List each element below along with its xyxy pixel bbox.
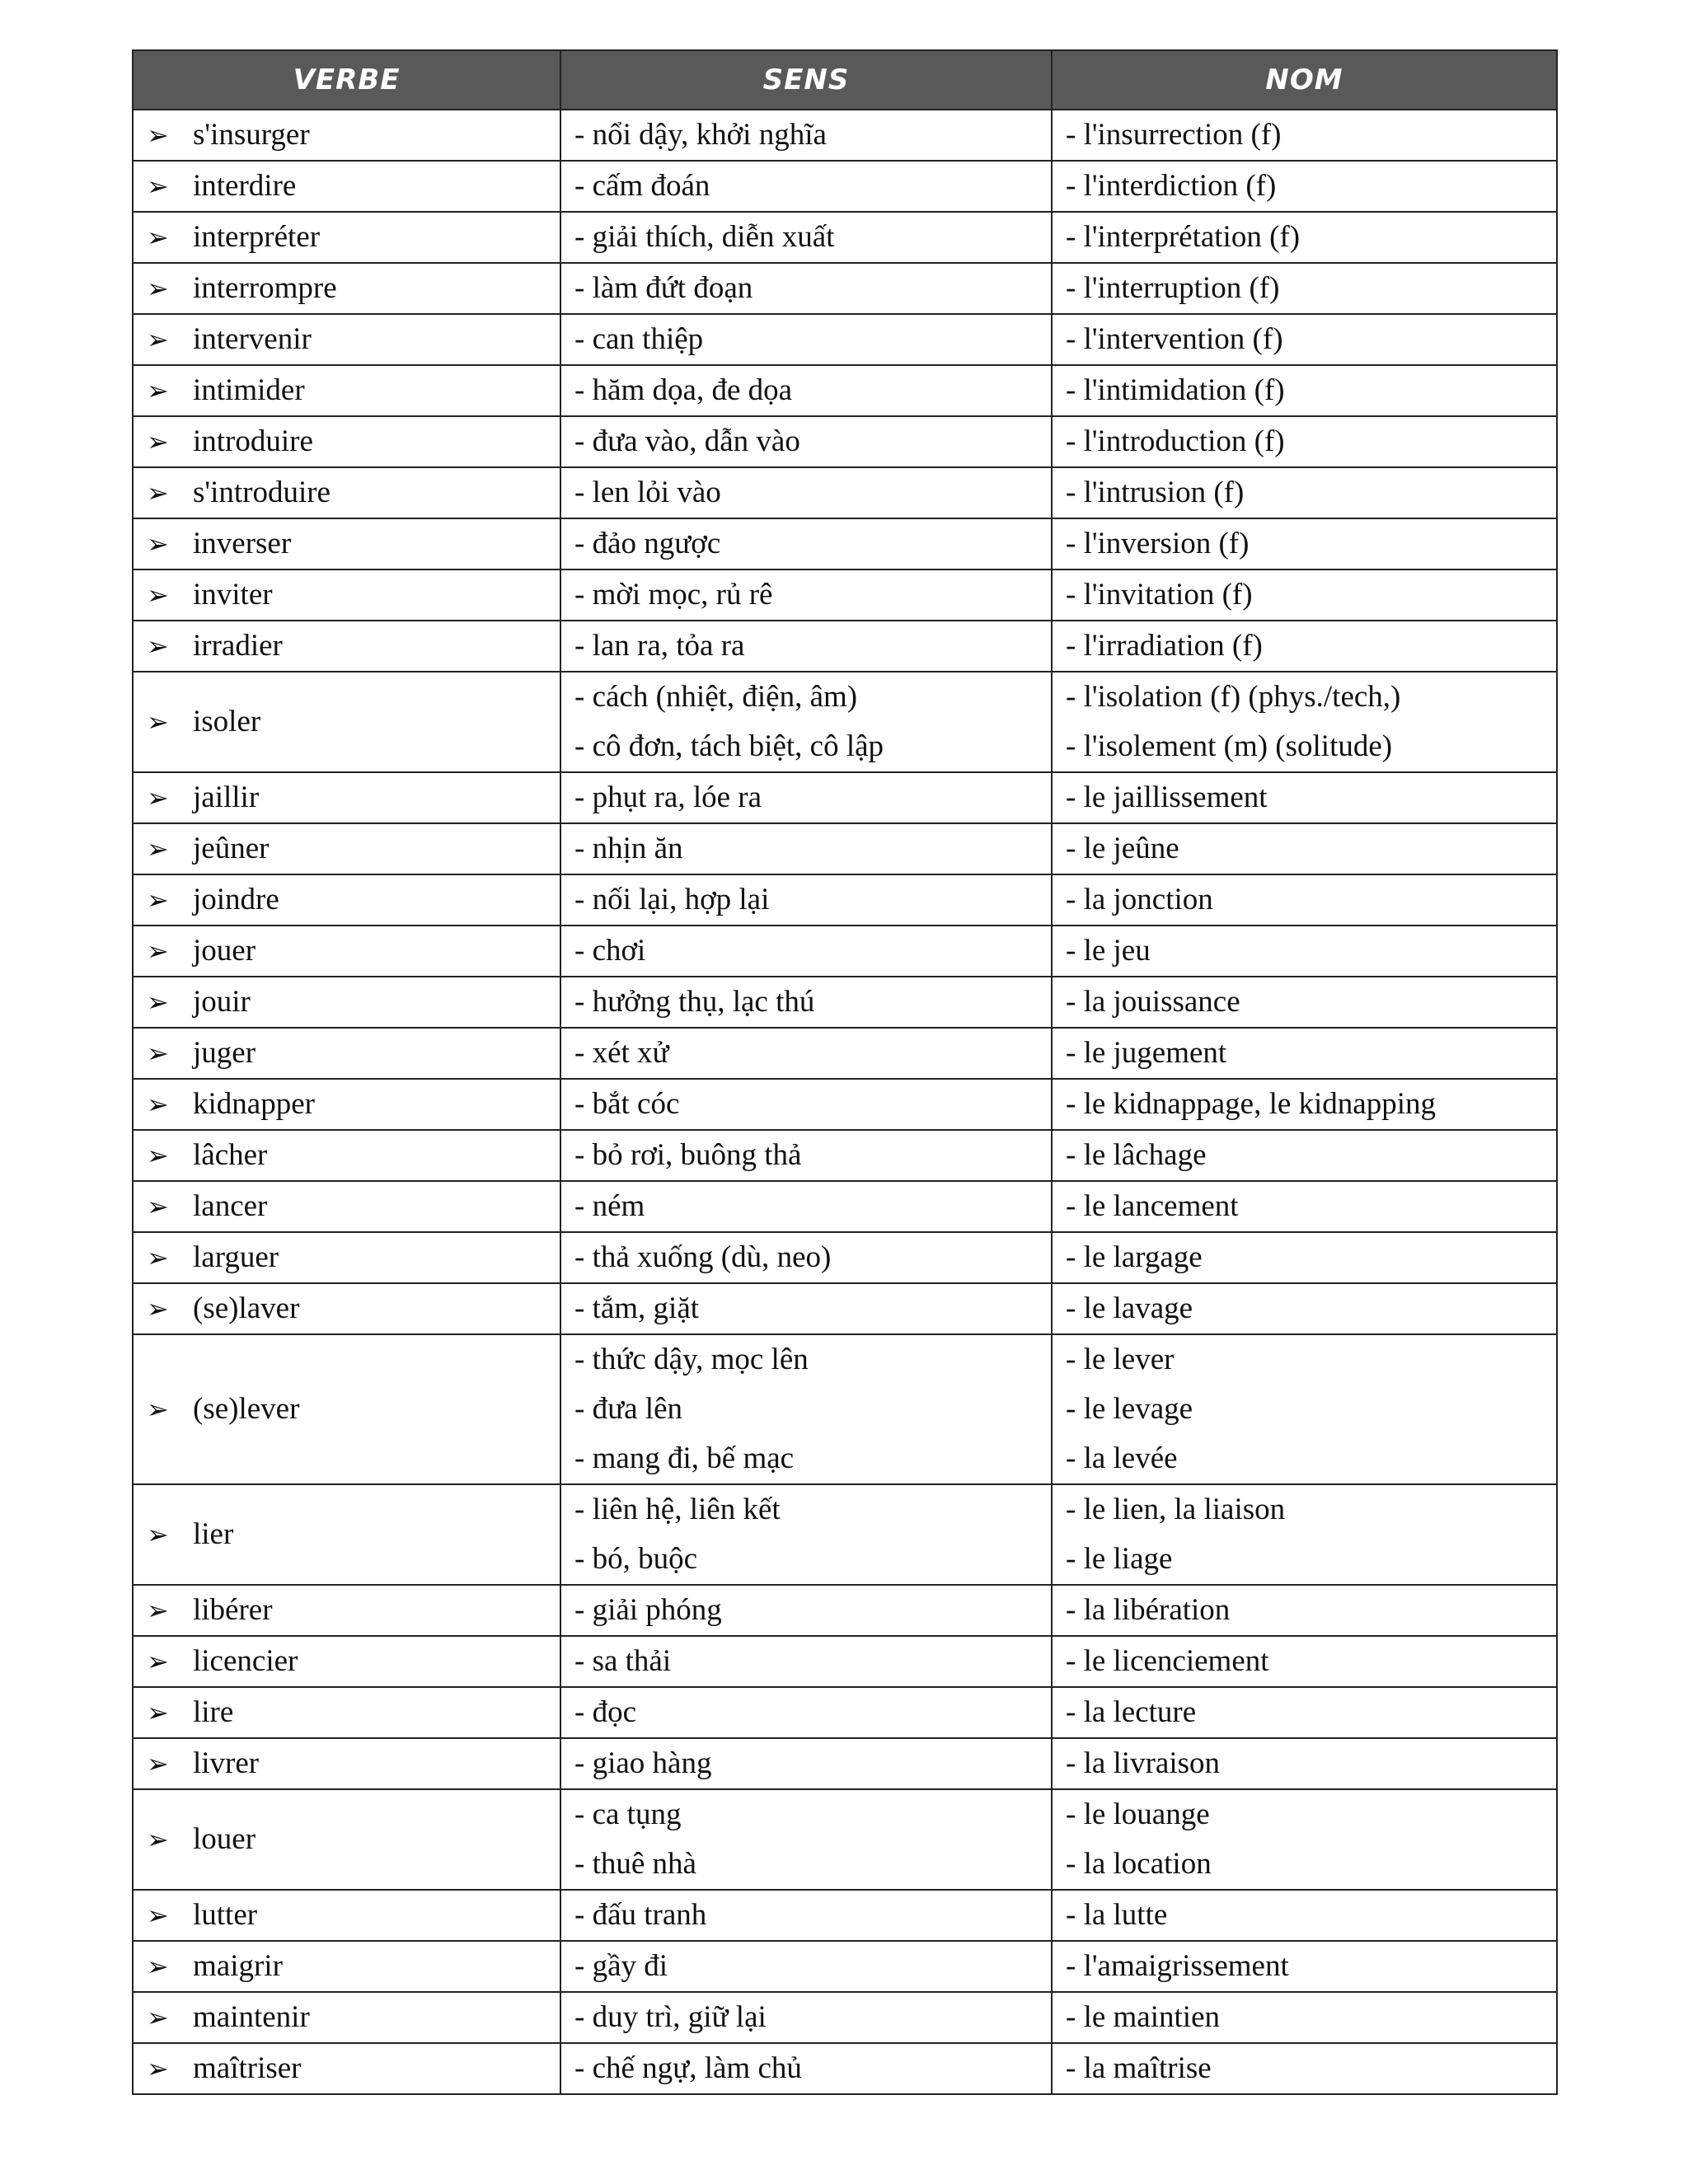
table-row: [133, 1334, 1557, 1484]
verb-text: lutter: [193, 1898, 258, 1932]
nom-cell: [1052, 1585, 1557, 1636]
nom-line: - l'interprétation (f): [1066, 220, 1301, 254]
sens-line: - hưởng thụ, lạc thú: [574, 985, 815, 1019]
arrow-bullet-icon: ➢: [147, 171, 169, 202]
verb-text: interrompre: [193, 271, 337, 305]
verb-text: interpréter: [193, 220, 321, 254]
arrow-bullet-icon: ➢: [147, 630, 169, 662]
sens-line: - chơi: [574, 934, 646, 968]
arrow-bullet-icon: ➢: [147, 1089, 169, 1120]
verb-text: inverser: [193, 527, 292, 560]
sens-line: - can thiệp: [574, 322, 704, 356]
nom-line: - le largage: [1066, 1240, 1203, 1274]
sens-line: - giải phóng: [574, 1593, 722, 1627]
nom-cell: [1052, 823, 1557, 874]
nom-line: - l'interruption (f): [1066, 271, 1280, 305]
sens-line: - phụt ra, lóe ra: [574, 780, 762, 814]
arrow-bullet-icon: ➢: [147, 1038, 169, 1069]
nom-cell: [1052, 212, 1557, 263]
arrow-bullet-icon: ➢: [147, 1394, 169, 1425]
verb-cell: [133, 161, 560, 212]
arrow-bullet-icon: ➢: [147, 477, 169, 509]
arrow-bullet-icon: ➢: [147, 1900, 169, 1931]
sens-line: - hăm dọa, đe dọa: [574, 373, 793, 407]
nom-line: - l'irradiation (f): [1066, 629, 1263, 663]
nom-cell: [1052, 1130, 1557, 1181]
nom-cell: [1052, 314, 1557, 365]
table-row: [133, 1232, 1557, 1283]
arrow-bullet-icon: ➢: [147, 884, 169, 916]
arrow-bullet-icon: ➢: [147, 1191, 169, 1222]
nom-cell: [1052, 772, 1557, 823]
table-row: [133, 1283, 1557, 1334]
table-row: [133, 823, 1557, 874]
nom-cell: [1052, 1890, 1557, 1941]
arrow-bullet-icon: ➢: [147, 1242, 169, 1273]
sens-cell: [560, 212, 1052, 263]
sens-cell: [560, 365, 1052, 416]
sens-cell: [560, 467, 1052, 518]
verb-cell: [133, 1585, 560, 1636]
verb-text: isoler: [193, 705, 261, 738]
sens-line: - giải thích, diễn xuất: [574, 220, 835, 254]
verb-text: jeûner: [193, 832, 270, 865]
sens-cell: [560, 2043, 1052, 2094]
verb-text: inviter: [193, 578, 273, 612]
nom-line: - l'isolation (f) (phys./tech,): [1066, 680, 1401, 714]
sens-line: - sa thải: [574, 1644, 672, 1678]
table-row: [133, 1130, 1557, 1181]
sens-line: - bó, buộc: [574, 1542, 697, 1576]
nom-line: - le jeu: [1066, 934, 1151, 968]
sens-cell: [560, 1232, 1052, 1283]
vocabulary-table: [132, 49, 1558, 2095]
sens-cell: [560, 772, 1052, 823]
table-row: [133, 672, 1557, 772]
table-row: [133, 874, 1557, 926]
sens-cell: [560, 1890, 1052, 1941]
verb-cell: [133, 1334, 560, 1484]
verb-cell: [133, 1232, 560, 1283]
nom-line: - le maintien: [1066, 2000, 1220, 2034]
sens-line: - đấu tranh: [574, 1898, 707, 1932]
verb-cell: [133, 1283, 560, 1334]
arrow-bullet-icon: ➢: [147, 1951, 169, 1982]
verb-cell: [133, 977, 560, 1028]
table-row: [133, 416, 1557, 467]
verb-cell: [133, 1992, 560, 2043]
sens-cell: [560, 1334, 1052, 1484]
verb-text: (se)laver: [193, 1291, 300, 1325]
verb-cell: [133, 672, 560, 772]
verb-text: larguer: [193, 1240, 279, 1274]
arrow-bullet-icon: ➢: [147, 2053, 169, 2084]
nom-line: - la jouissance: [1066, 985, 1240, 1019]
verb-text: s'insurger: [193, 118, 310, 152]
nom-cell: [1052, 1738, 1557, 1789]
nom-cell: [1052, 110, 1557, 161]
verb-text: intervenir: [193, 322, 312, 356]
verb-text: lancer: [193, 1189, 268, 1223]
arrow-bullet-icon: ➢: [147, 1824, 169, 1855]
nom-cell: [1052, 1484, 1557, 1585]
table-row: [133, 161, 1557, 212]
verb-cell: [133, 1890, 560, 1941]
verb-cell: [133, 569, 560, 621]
sens-line: - đảo ngược: [574, 527, 721, 560]
verb-cell: [133, 1941, 560, 1992]
nom-cell: [1052, 926, 1557, 977]
nom-line: - le kidnappage, le kidnapping: [1066, 1087, 1437, 1121]
verb-cell: [133, 314, 560, 365]
header-verbe: VERBE: [133, 50, 560, 110]
nom-line: - le liage: [1066, 1542, 1173, 1576]
sens-line: - nổi dậy, khởi nghĩa: [574, 118, 827, 152]
header-nom: NOM: [1052, 50, 1557, 110]
verb-cell: [133, 926, 560, 977]
sens-cell: [560, 518, 1052, 569]
sens-line: - chế ngự, làm chủ: [574, 2051, 802, 2085]
nom-line: - la jonction: [1066, 883, 1213, 916]
arrow-bullet-icon: ➢: [147, 579, 169, 611]
sens-line: - gầy đi: [574, 1949, 668, 1983]
nom-cell: [1052, 1334, 1557, 1484]
verb-cell: [133, 365, 560, 416]
sens-cell: [560, 1941, 1052, 1992]
verb-cell: [133, 1484, 560, 1585]
verb-text: jouer: [193, 934, 256, 968]
sens-cell: [560, 1992, 1052, 2043]
nom-line: - l'introduction (f): [1066, 424, 1285, 458]
verb-text: kidnapper: [193, 1087, 315, 1121]
sens-line: - thuê nhà: [574, 1847, 696, 1881]
nom-line: - le jaillissement: [1066, 780, 1268, 814]
sens-line: - mời mọc, rủ rê: [574, 578, 773, 612]
verb-text: joindre: [193, 883, 279, 916]
sens-line: - nối lại, hợp lại: [574, 883, 770, 916]
sens-cell: [560, 569, 1052, 621]
verb-cell: [133, 1687, 560, 1738]
sens-line: - cấm đoán: [574, 169, 710, 203]
verb-cell: [133, 2043, 560, 2094]
nom-line: - la levée: [1066, 1441, 1178, 1475]
sens-cell: [560, 1789, 1052, 1890]
nom-line: - l'isolement (m) (solitude): [1066, 729, 1393, 763]
arrow-bullet-icon: ➢: [147, 1646, 169, 1677]
sens-cell: [560, 823, 1052, 874]
nom-line: - l'inversion (f): [1066, 527, 1250, 560]
nom-cell: [1052, 1181, 1557, 1232]
arrow-bullet-icon: ➢: [147, 1595, 169, 1626]
nom-cell: [1052, 569, 1557, 621]
nom-cell: [1052, 977, 1557, 1028]
verb-text: introduire: [193, 424, 313, 458]
nom-line: - le lâchage: [1066, 1138, 1207, 1172]
nom-cell: [1052, 416, 1557, 467]
arrow-bullet-icon: ➢: [147, 935, 169, 967]
verb-cell: [133, 874, 560, 926]
arrow-bullet-icon: ➢: [147, 120, 169, 151]
nom-line: - le louange: [1066, 1797, 1210, 1831]
sens-line: - lan ra, tỏa ra: [574, 629, 745, 663]
sens-cell: [560, 416, 1052, 467]
nom-cell: [1052, 365, 1557, 416]
sens-cell: [560, 1130, 1052, 1181]
verb-cell: [133, 772, 560, 823]
nom-line: - le lever: [1066, 1343, 1175, 1376]
verb-cell: [133, 1130, 560, 1181]
sens-cell: [560, 161, 1052, 212]
arrow-bullet-icon: ➢: [147, 2002, 169, 2033]
sens-cell: [560, 263, 1052, 314]
arrow-bullet-icon: ➢: [147, 782, 169, 813]
sens-line: - ném: [574, 1189, 645, 1223]
verb-text: juger: [193, 1036, 256, 1070]
sens-cell: [560, 1181, 1052, 1232]
nom-line: - l'invitation (f): [1066, 578, 1253, 612]
verb-cell: [133, 1789, 560, 1890]
verb-cell: [133, 1079, 560, 1130]
verb-text: intimider: [193, 373, 305, 407]
table-row: [133, 569, 1557, 621]
sens-line: - nhịn ăn: [574, 832, 683, 865]
verb-text: maintenir: [193, 2000, 310, 2034]
table-row: [133, 1585, 1557, 1636]
table-row: [133, 1079, 1557, 1130]
arrow-bullet-icon: ➢: [147, 375, 169, 406]
sens-cell: [560, 1484, 1052, 1585]
nom-cell: [1052, 2043, 1557, 2094]
nom-line: - l'insurrection (f): [1066, 118, 1282, 152]
table-row: [133, 1738, 1557, 1789]
sens-line: - liên hệ, liên kết: [574, 1493, 781, 1526]
nom-line: - la livraison: [1066, 1746, 1221, 1780]
verb-text: jaillir: [193, 780, 260, 814]
arrow-bullet-icon: ➢: [147, 222, 169, 253]
sens-cell: [560, 672, 1052, 772]
nom-cell: [1052, 467, 1557, 518]
sens-line: - đưa vào, dẫn vào: [574, 424, 800, 458]
table-row: [133, 2043, 1557, 2094]
sens-line: - bỏ rơi, buông thả: [574, 1138, 802, 1172]
sens-cell: [560, 926, 1052, 977]
verb-text: irradier: [193, 629, 283, 663]
arrow-bullet-icon: ➢: [147, 324, 169, 355]
nom-line: - l'intimidation (f): [1066, 373, 1285, 407]
nom-cell: [1052, 161, 1557, 212]
table-row: [133, 110, 1557, 161]
verb-cell: [133, 212, 560, 263]
nom-cell: [1052, 1687, 1557, 1738]
table-row: [133, 926, 1557, 977]
sens-cell: [560, 1636, 1052, 1687]
sens-line: - cách (nhiệt, điện, âm): [574, 680, 858, 714]
sens-line: - mang đi, bế mạc: [574, 1441, 795, 1475]
nom-line: - le licenciement: [1066, 1644, 1269, 1678]
sens-cell: [560, 1028, 1052, 1079]
table-row: [133, 1028, 1557, 1079]
nom-cell: [1052, 1789, 1557, 1890]
sens-line: - len lỏi vào: [574, 476, 721, 509]
table-row: [133, 977, 1557, 1028]
verb-text: s'introduire: [193, 476, 331, 509]
sens-line: - ca tụng: [574, 1797, 682, 1831]
nom-cell: [1052, 1636, 1557, 1687]
arrow-bullet-icon: ➢: [147, 1140, 169, 1171]
sens-line: - tắm, giặt: [574, 1291, 700, 1325]
nom-cell: [1052, 518, 1557, 569]
table-row: [133, 263, 1557, 314]
nom-line: - la location: [1066, 1847, 1212, 1881]
table-row: [133, 1687, 1557, 1738]
verb-text: livrer: [193, 1746, 260, 1780]
sens-line: - thả xuống (dù, neo): [574, 1240, 832, 1274]
nom-line: - la maîtrise: [1066, 2051, 1212, 2085]
table-header: [133, 50, 1557, 110]
arrow-bullet-icon: ➢: [147, 1748, 169, 1779]
table-row: [133, 1992, 1557, 2043]
sens-cell: [560, 1687, 1052, 1738]
arrow-bullet-icon: ➢: [147, 1293, 169, 1324]
table-row: [133, 212, 1557, 263]
sens-line: - thức dậy, mọc lên: [574, 1343, 809, 1376]
header-sens: SENS: [560, 50, 1052, 110]
table-row: [133, 518, 1557, 569]
arrow-bullet-icon: ➢: [147, 426, 169, 457]
nom-line: - l'interdiction (f): [1066, 169, 1277, 203]
nom-cell: [1052, 1028, 1557, 1079]
nom-line: - le levage: [1066, 1392, 1193, 1426]
verb-cell: [133, 1028, 560, 1079]
table-row: [133, 365, 1557, 416]
verb-cell: [133, 1636, 560, 1687]
verb-cell: [133, 1181, 560, 1232]
nom-cell: [1052, 672, 1557, 772]
verb-text: lâcher: [193, 1138, 268, 1172]
sens-cell: [560, 1585, 1052, 1636]
verb-cell: [133, 110, 560, 161]
sens-line: - làm đứt đoạn: [574, 271, 753, 305]
nom-line: - le jeûne: [1066, 832, 1179, 865]
sens-cell: [560, 1283, 1052, 1334]
verb-text: (se)lever: [193, 1392, 300, 1426]
nom-line: - l'intrusion (f): [1066, 476, 1245, 509]
nom-cell: [1052, 1283, 1557, 1334]
sens-line: - bắt cóc: [574, 1087, 680, 1121]
table-row: [133, 1789, 1557, 1890]
sens-cell: [560, 1079, 1052, 1130]
sens-line: - giao hàng: [574, 1746, 712, 1780]
table-row: [133, 1484, 1557, 1585]
nom-cell: [1052, 874, 1557, 926]
nom-cell: [1052, 1941, 1557, 1992]
nom-line: - la libération: [1066, 1593, 1231, 1627]
verb-cell: [133, 416, 560, 467]
verb-cell: [133, 1738, 560, 1789]
arrow-bullet-icon: ➢: [147, 833, 169, 865]
verb-cell: [133, 263, 560, 314]
sens-cell: [560, 977, 1052, 1028]
sens-cell: [560, 314, 1052, 365]
table-row: [133, 1941, 1557, 1992]
sens-cell: [560, 874, 1052, 926]
verb-text: libérer: [193, 1593, 273, 1627]
verb-cell: [133, 467, 560, 518]
sens-line: - xét xử: [574, 1036, 669, 1070]
sens-line: - đọc: [574, 1695, 636, 1729]
nom-line: - le lancement: [1066, 1189, 1239, 1223]
nom-cell: [1052, 1992, 1557, 2043]
nom-cell: [1052, 1079, 1557, 1130]
header-row: [133, 50, 1557, 110]
verb-cell: [133, 823, 560, 874]
sens-cell: [560, 1738, 1052, 1789]
arrow-bullet-icon: ➢: [147, 1697, 169, 1728]
table-row: [133, 1181, 1557, 1232]
sens-line: - đưa lên: [574, 1392, 682, 1426]
verb-text: louer: [193, 1822, 256, 1856]
sens-line: - cô đơn, tách biệt, cô lập: [574, 729, 884, 763]
nom-line: - la lutte: [1066, 1898, 1168, 1932]
sens-line: - duy trì, giữ lại: [574, 2000, 767, 2034]
nom-cell: [1052, 621, 1557, 672]
verb-text: lire: [193, 1695, 234, 1729]
verb-text: licencier: [193, 1644, 298, 1678]
nom-line: - le jugement: [1066, 1036, 1227, 1070]
arrow-bullet-icon: ➢: [147, 1519, 169, 1550]
table-body: [133, 110, 1557, 2094]
nom-line: - l'amaigrissement: [1066, 1949, 1289, 1983]
arrow-bullet-icon: ➢: [147, 987, 169, 1018]
nom-cell: [1052, 1232, 1557, 1283]
arrow-bullet-icon: ➢: [147, 273, 169, 304]
verb-text: interdire: [193, 169, 297, 203]
verb-text: jouir: [193, 985, 251, 1019]
nom-line: - la lecture: [1066, 1695, 1197, 1729]
sens-cell: [560, 621, 1052, 672]
table-row: [133, 1890, 1557, 1941]
nom-cell: [1052, 263, 1557, 314]
table-row: [133, 1636, 1557, 1687]
table-row: [133, 772, 1557, 823]
table-row: [133, 314, 1557, 365]
table-row: [133, 621, 1557, 672]
nom-line: - le lien, la liaison: [1066, 1493, 1286, 1526]
verb-cell: [133, 518, 560, 569]
nom-line: - le lavage: [1066, 1291, 1193, 1325]
sens-cell: [560, 110, 1052, 161]
arrow-bullet-icon: ➢: [147, 706, 169, 738]
verb-text: maîtriser: [193, 2051, 302, 2085]
verb-cell: [133, 621, 560, 672]
verb-text: maigrir: [193, 1949, 283, 1983]
arrow-bullet-icon: ➢: [147, 528, 169, 560]
nom-line: - l'intervention (f): [1066, 322, 1283, 356]
table-row: [133, 467, 1557, 518]
verb-text: lier: [193, 1517, 234, 1551]
